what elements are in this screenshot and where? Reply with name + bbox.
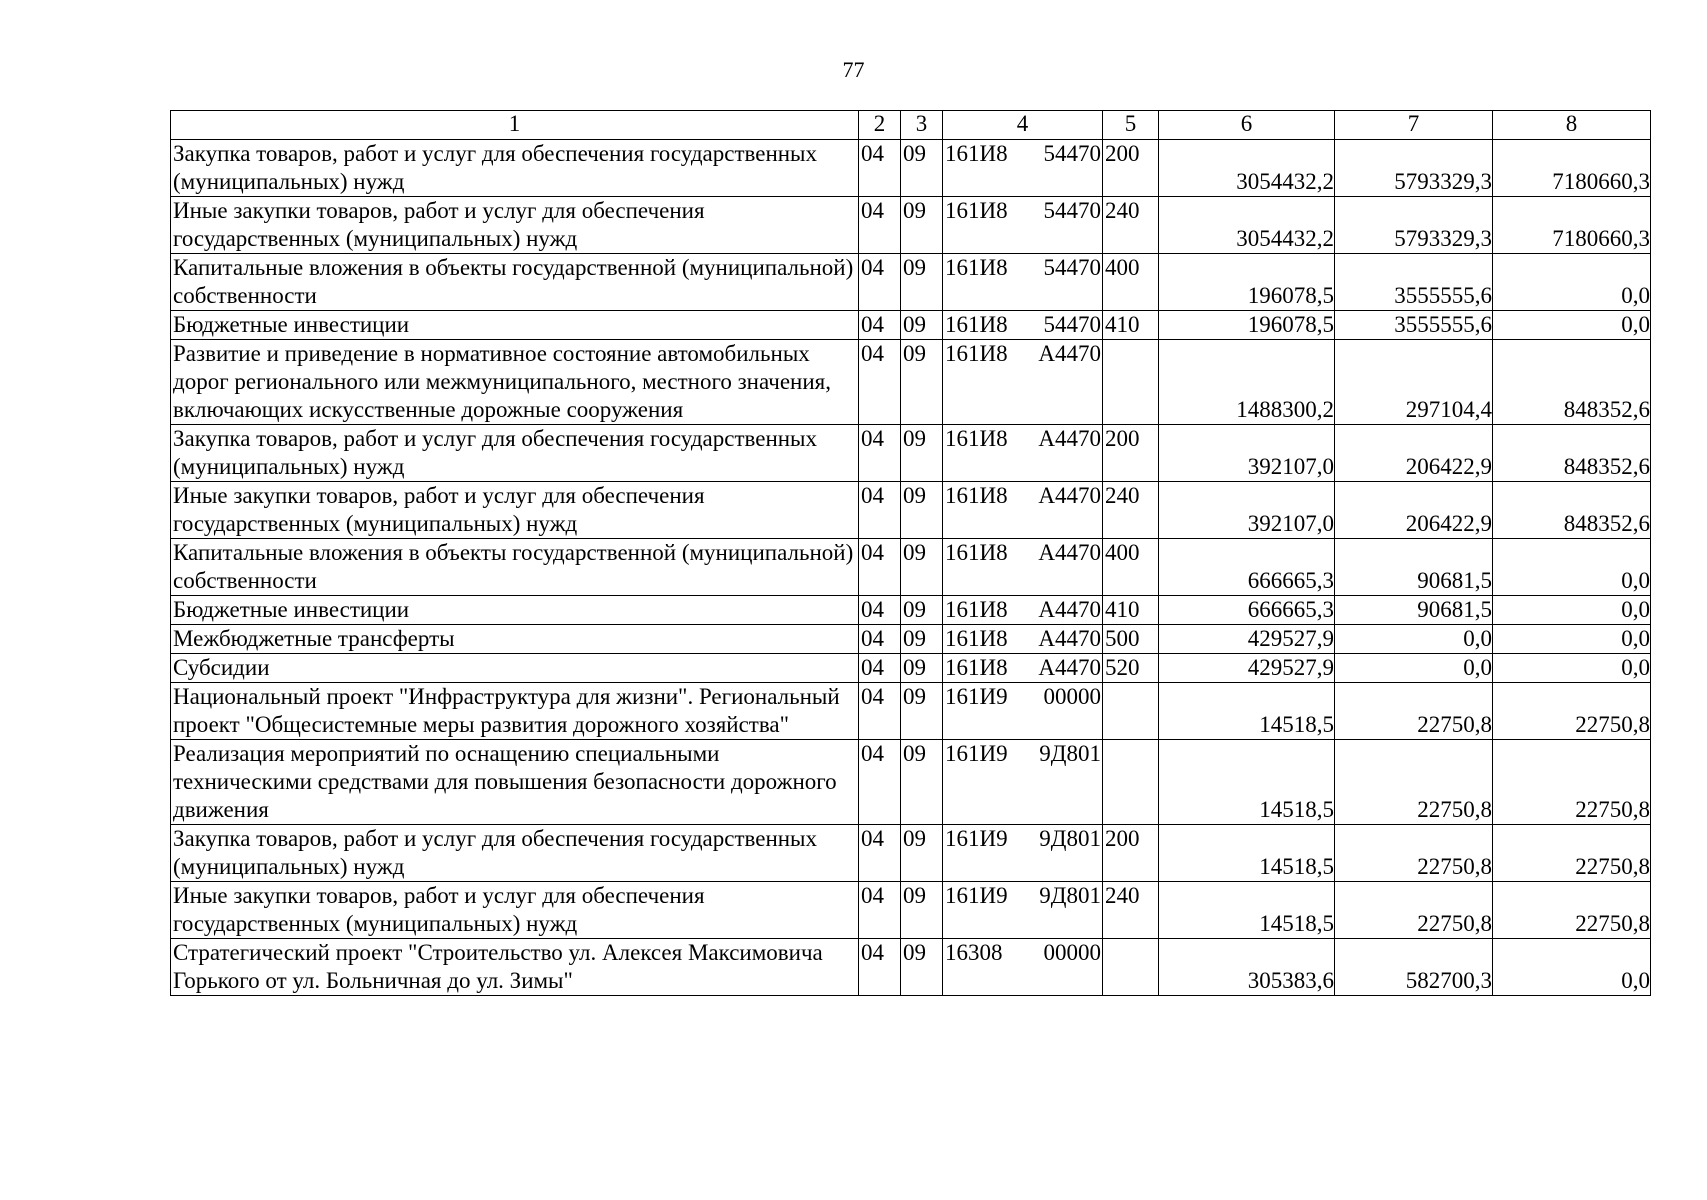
section-code-cell: 04	[859, 197, 901, 254]
amount-col7-cell: 22750,8	[1335, 882, 1493, 939]
expense-type-cell: 200	[1103, 825, 1159, 882]
table-row	[171, 425, 1651, 482]
amount-col7-cell: 5793329,3	[1335, 197, 1493, 254]
target-article-part-b: 54470	[1043, 255, 1101, 280]
row-name-cell: Закупка товаров, работ и услуг для обеспечения государственных (муниципальных) нужд	[171, 425, 859, 482]
amount-col6-cell: 392107,0	[1159, 425, 1335, 482]
target-article-part-b: 9Д801	[1039, 741, 1101, 766]
table-row	[171, 539, 1651, 596]
amount-col7-cell: 0,0	[1335, 625, 1493, 654]
target-article-part-b: А4470	[1038, 341, 1101, 366]
table-body	[171, 140, 1651, 996]
target-article-part-a: 161И9	[945, 883, 1008, 908]
target-article-cell	[943, 825, 1103, 882]
amount-col7-cell: 206422,9	[1335, 425, 1493, 482]
subsection-code-cell: 09	[901, 482, 943, 539]
target-article-part-b: 54470	[1043, 141, 1101, 166]
section-code-cell: 04	[859, 740, 901, 825]
target-article-cell	[943, 654, 1103, 683]
amount-col8-cell: 0,0	[1493, 254, 1651, 311]
target-article-cell	[943, 254, 1103, 311]
amount-col6-cell: 666665,3	[1159, 539, 1335, 596]
target-article-part-b: А4470	[1038, 597, 1101, 622]
amount-col6-cell: 666665,3	[1159, 596, 1335, 625]
expense-type-cell: 410	[1103, 596, 1159, 625]
target-article-cell	[943, 740, 1103, 825]
target-article-part-a: 161И8	[945, 597, 1008, 622]
table-row	[171, 740, 1651, 825]
amount-col8-cell: 22750,8	[1493, 683, 1651, 740]
table-row	[171, 254, 1651, 311]
section-code-cell: 04	[859, 683, 901, 740]
target-article-part-a: 161И8	[945, 626, 1008, 651]
expense-type-cell	[1103, 683, 1159, 740]
target-article-part-a: 161И9	[945, 684, 1008, 709]
expense-type-cell: 500	[1103, 625, 1159, 654]
table-row	[171, 654, 1651, 683]
target-article-part-b: А4470	[1038, 483, 1101, 508]
amount-col6-cell: 429527,9	[1159, 654, 1335, 683]
row-name-cell: Национальный проект "Инфраструктура для жизни". Региональный проект "Общесистемные меры развития дорожного хозяйства"	[171, 683, 859, 740]
target-article-part-a: 161И8	[945, 426, 1008, 451]
column-header: 7	[1335, 111, 1493, 140]
row-name-cell: Закупка товаров, работ и услуг для обеспечения государственных (муниципальных) нужд	[171, 140, 859, 197]
target-article-part-a: 161И8	[945, 141, 1008, 166]
section-code-cell: 04	[859, 882, 901, 939]
amount-col8-cell: 22750,8	[1493, 882, 1651, 939]
target-article-part-b: 00000	[1043, 684, 1101, 709]
header-row	[171, 111, 1651, 140]
amount-col7-cell: 22750,8	[1335, 683, 1493, 740]
amount-col8-cell: 22750,8	[1493, 740, 1651, 825]
target-article-part-b: 9Д801	[1039, 826, 1101, 851]
table-row	[171, 482, 1651, 539]
target-article-cell	[943, 140, 1103, 197]
expense-type-cell: 400	[1103, 539, 1159, 596]
amount-col7-cell: 582700,3	[1335, 939, 1493, 996]
section-code-cell: 04	[859, 482, 901, 539]
target-article-part-b: А4470	[1038, 626, 1101, 651]
amount-col7-cell: 22750,8	[1335, 740, 1493, 825]
amount-col6-cell: 1488300,2	[1159, 340, 1335, 425]
target-article-part-b: А4470	[1038, 426, 1101, 451]
amount-col8-cell: 7180660,3	[1493, 140, 1651, 197]
subsection-code-cell: 09	[901, 311, 943, 340]
amount-col8-cell: 0,0	[1493, 539, 1651, 596]
amount-col6-cell: 14518,5	[1159, 882, 1335, 939]
expense-type-cell: 200	[1103, 425, 1159, 482]
budget-table	[170, 110, 1651, 996]
section-code-cell: 04	[859, 596, 901, 625]
amount-col8-cell: 0,0	[1493, 596, 1651, 625]
table-row	[171, 596, 1651, 625]
amount-col6-cell: 3054432,2	[1159, 197, 1335, 254]
amount-col7-cell: 22750,8	[1335, 825, 1493, 882]
row-name-cell: Иные закупки товаров, работ и услуг для обеспечения государственных (муниципальных) нужд	[171, 197, 859, 254]
expense-type-cell: 240	[1103, 482, 1159, 539]
target-article-part-a: 161И8	[945, 255, 1008, 280]
expense-type-cell: 400	[1103, 254, 1159, 311]
amount-col6-cell: 14518,5	[1159, 740, 1335, 825]
column-header: 8	[1493, 111, 1651, 140]
table-row	[171, 197, 1651, 254]
target-article-part-b: А4470	[1038, 540, 1101, 565]
section-code-cell: 04	[859, 625, 901, 654]
section-code-cell: 04	[859, 140, 901, 197]
row-name-cell: Стратегический проект "Строительство ул. Алексея Максимовича Горького от ул. Больничная до ул. Зимы"	[171, 939, 859, 996]
row-name-cell: Развитие и приведение в нормативное состояние автомобильных дорог регионального или межмуниципального, местного значения, включающих искусственные дорожные сооружения	[171, 340, 859, 425]
column-header: 1	[171, 111, 859, 140]
amount-col6-cell: 3054432,2	[1159, 140, 1335, 197]
table-row	[171, 625, 1651, 654]
subsection-code-cell: 09	[901, 254, 943, 311]
amount-col7-cell: 5793329,3	[1335, 140, 1493, 197]
subsection-code-cell: 09	[901, 683, 943, 740]
row-name-cell: Бюджетные инвестиции	[171, 311, 859, 340]
target-article-part-b: 00000	[1043, 940, 1101, 965]
column-header: 2	[859, 111, 901, 140]
amount-col6-cell: 14518,5	[1159, 683, 1335, 740]
table-row	[171, 939, 1651, 996]
expense-type-cell: 520	[1103, 654, 1159, 683]
amount-col8-cell: 0,0	[1493, 654, 1651, 683]
amount-col8-cell: 848352,6	[1493, 425, 1651, 482]
target-article-part-a: 161И8	[945, 540, 1008, 565]
subsection-code-cell: 09	[901, 596, 943, 625]
amount-col7-cell: 206422,9	[1335, 482, 1493, 539]
amount-col7-cell: 3555555,6	[1335, 311, 1493, 340]
amount-col8-cell: 848352,6	[1493, 482, 1651, 539]
target-article-cell	[943, 311, 1103, 340]
subsection-code-cell: 09	[901, 825, 943, 882]
target-article-part-a: 161И8	[945, 312, 1008, 337]
section-code-cell: 04	[859, 939, 901, 996]
amount-col6-cell: 305383,6	[1159, 939, 1335, 996]
section-code-cell: 04	[859, 311, 901, 340]
column-header: 3	[901, 111, 943, 140]
table-row	[171, 882, 1651, 939]
section-code-cell: 04	[859, 654, 901, 683]
expense-type-cell: 240	[1103, 882, 1159, 939]
row-name-cell: Иные закупки товаров, работ и услуг для обеспечения государственных (муниципальных) нужд	[171, 882, 859, 939]
target-article-part-b: 9Д801	[1039, 883, 1101, 908]
amount-col6-cell: 196078,5	[1159, 311, 1335, 340]
expense-type-cell: 200	[1103, 140, 1159, 197]
amount-col8-cell: 0,0	[1493, 939, 1651, 996]
section-code-cell: 04	[859, 254, 901, 311]
amount-col7-cell: 90681,5	[1335, 596, 1493, 625]
amount-col6-cell: 14518,5	[1159, 825, 1335, 882]
target-article-cell	[943, 482, 1103, 539]
target-article-part-b: 54470	[1043, 312, 1101, 337]
amount-col8-cell: 0,0	[1493, 625, 1651, 654]
target-article-part-a: 161И9	[945, 826, 1008, 851]
target-article-cell	[943, 683, 1103, 740]
target-article-part-a: 161И8	[945, 198, 1008, 223]
subsection-code-cell: 09	[901, 425, 943, 482]
amount-col7-cell: 3555555,6	[1335, 254, 1493, 311]
subsection-code-cell: 09	[901, 140, 943, 197]
row-name-cell: Капитальные вложения в объекты государственной (муниципальной) собственности	[171, 254, 859, 311]
target-article-cell	[943, 425, 1103, 482]
expense-type-cell: 410	[1103, 311, 1159, 340]
row-name-cell: Иные закупки товаров, работ и услуг для обеспечения государственных (муниципальных) нужд	[171, 482, 859, 539]
amount-col8-cell: 7180660,3	[1493, 197, 1651, 254]
row-name-cell: Межбюджетные трансферты	[171, 625, 859, 654]
target-article-cell	[943, 197, 1103, 254]
subsection-code-cell: 09	[901, 197, 943, 254]
page-number: 77	[842, 57, 865, 82]
section-code-cell: 04	[859, 340, 901, 425]
table-row	[171, 825, 1651, 882]
expense-type-cell	[1103, 939, 1159, 996]
row-name-cell: Бюджетные инвестиции	[171, 596, 859, 625]
table-row	[171, 340, 1651, 425]
target-article-cell	[943, 882, 1103, 939]
section-code-cell: 04	[859, 425, 901, 482]
amount-col6-cell: 392107,0	[1159, 482, 1335, 539]
subsection-code-cell: 09	[901, 539, 943, 596]
target-article-cell	[943, 539, 1103, 596]
amount-col7-cell: 297104,4	[1335, 340, 1493, 425]
row-name-cell: Субсидии	[171, 654, 859, 683]
subsection-code-cell: 09	[901, 340, 943, 425]
table-row	[171, 140, 1651, 197]
target-article-part-b: А4470	[1038, 655, 1101, 680]
amount-col8-cell: 0,0	[1493, 311, 1651, 340]
row-name-cell: Реализация мероприятий по оснащению специальными техническими средствами для повышения безопасности дорожного движения	[171, 740, 859, 825]
target-article-part-b: 54470	[1043, 198, 1101, 223]
section-code-cell: 04	[859, 825, 901, 882]
section-code-cell: 04	[859, 539, 901, 596]
amount-col7-cell: 0,0	[1335, 654, 1493, 683]
row-name-cell: Закупка товаров, работ и услуг для обеспечения государственных (муниципальных) нужд	[171, 825, 859, 882]
subsection-code-cell: 09	[901, 939, 943, 996]
expense-type-cell	[1103, 340, 1159, 425]
table-row	[171, 311, 1651, 340]
target-article-part-a: 16308	[945, 940, 1003, 965]
column-header: 5	[1103, 111, 1159, 140]
amount-col6-cell: 196078,5	[1159, 254, 1335, 311]
amount-col7-cell: 90681,5	[1335, 539, 1493, 596]
subsection-code-cell: 09	[901, 654, 943, 683]
expense-type-cell: 240	[1103, 197, 1159, 254]
target-article-cell	[943, 596, 1103, 625]
amount-col8-cell: 848352,6	[1493, 340, 1651, 425]
column-header: 6	[1159, 111, 1335, 140]
column-header: 4	[943, 111, 1103, 140]
amount-col6-cell: 429527,9	[1159, 625, 1335, 654]
target-article-part-a: 161И8	[945, 483, 1008, 508]
row-name-cell: Капитальные вложения в объекты государственной (муниципальной) собственности	[171, 539, 859, 596]
target-article-part-a: 161И9	[945, 741, 1008, 766]
target-article-cell	[943, 340, 1103, 425]
amount-col8-cell: 22750,8	[1493, 825, 1651, 882]
target-article-cell	[943, 625, 1103, 654]
table-row	[171, 683, 1651, 740]
subsection-code-cell: 09	[901, 882, 943, 939]
expense-type-cell	[1103, 740, 1159, 825]
target-article-part-a: 161И8	[945, 341, 1008, 366]
subsection-code-cell: 09	[901, 740, 943, 825]
target-article-part-a: 161И8	[945, 655, 1008, 680]
subsection-code-cell: 09	[901, 625, 943, 654]
target-article-cell	[943, 939, 1103, 996]
